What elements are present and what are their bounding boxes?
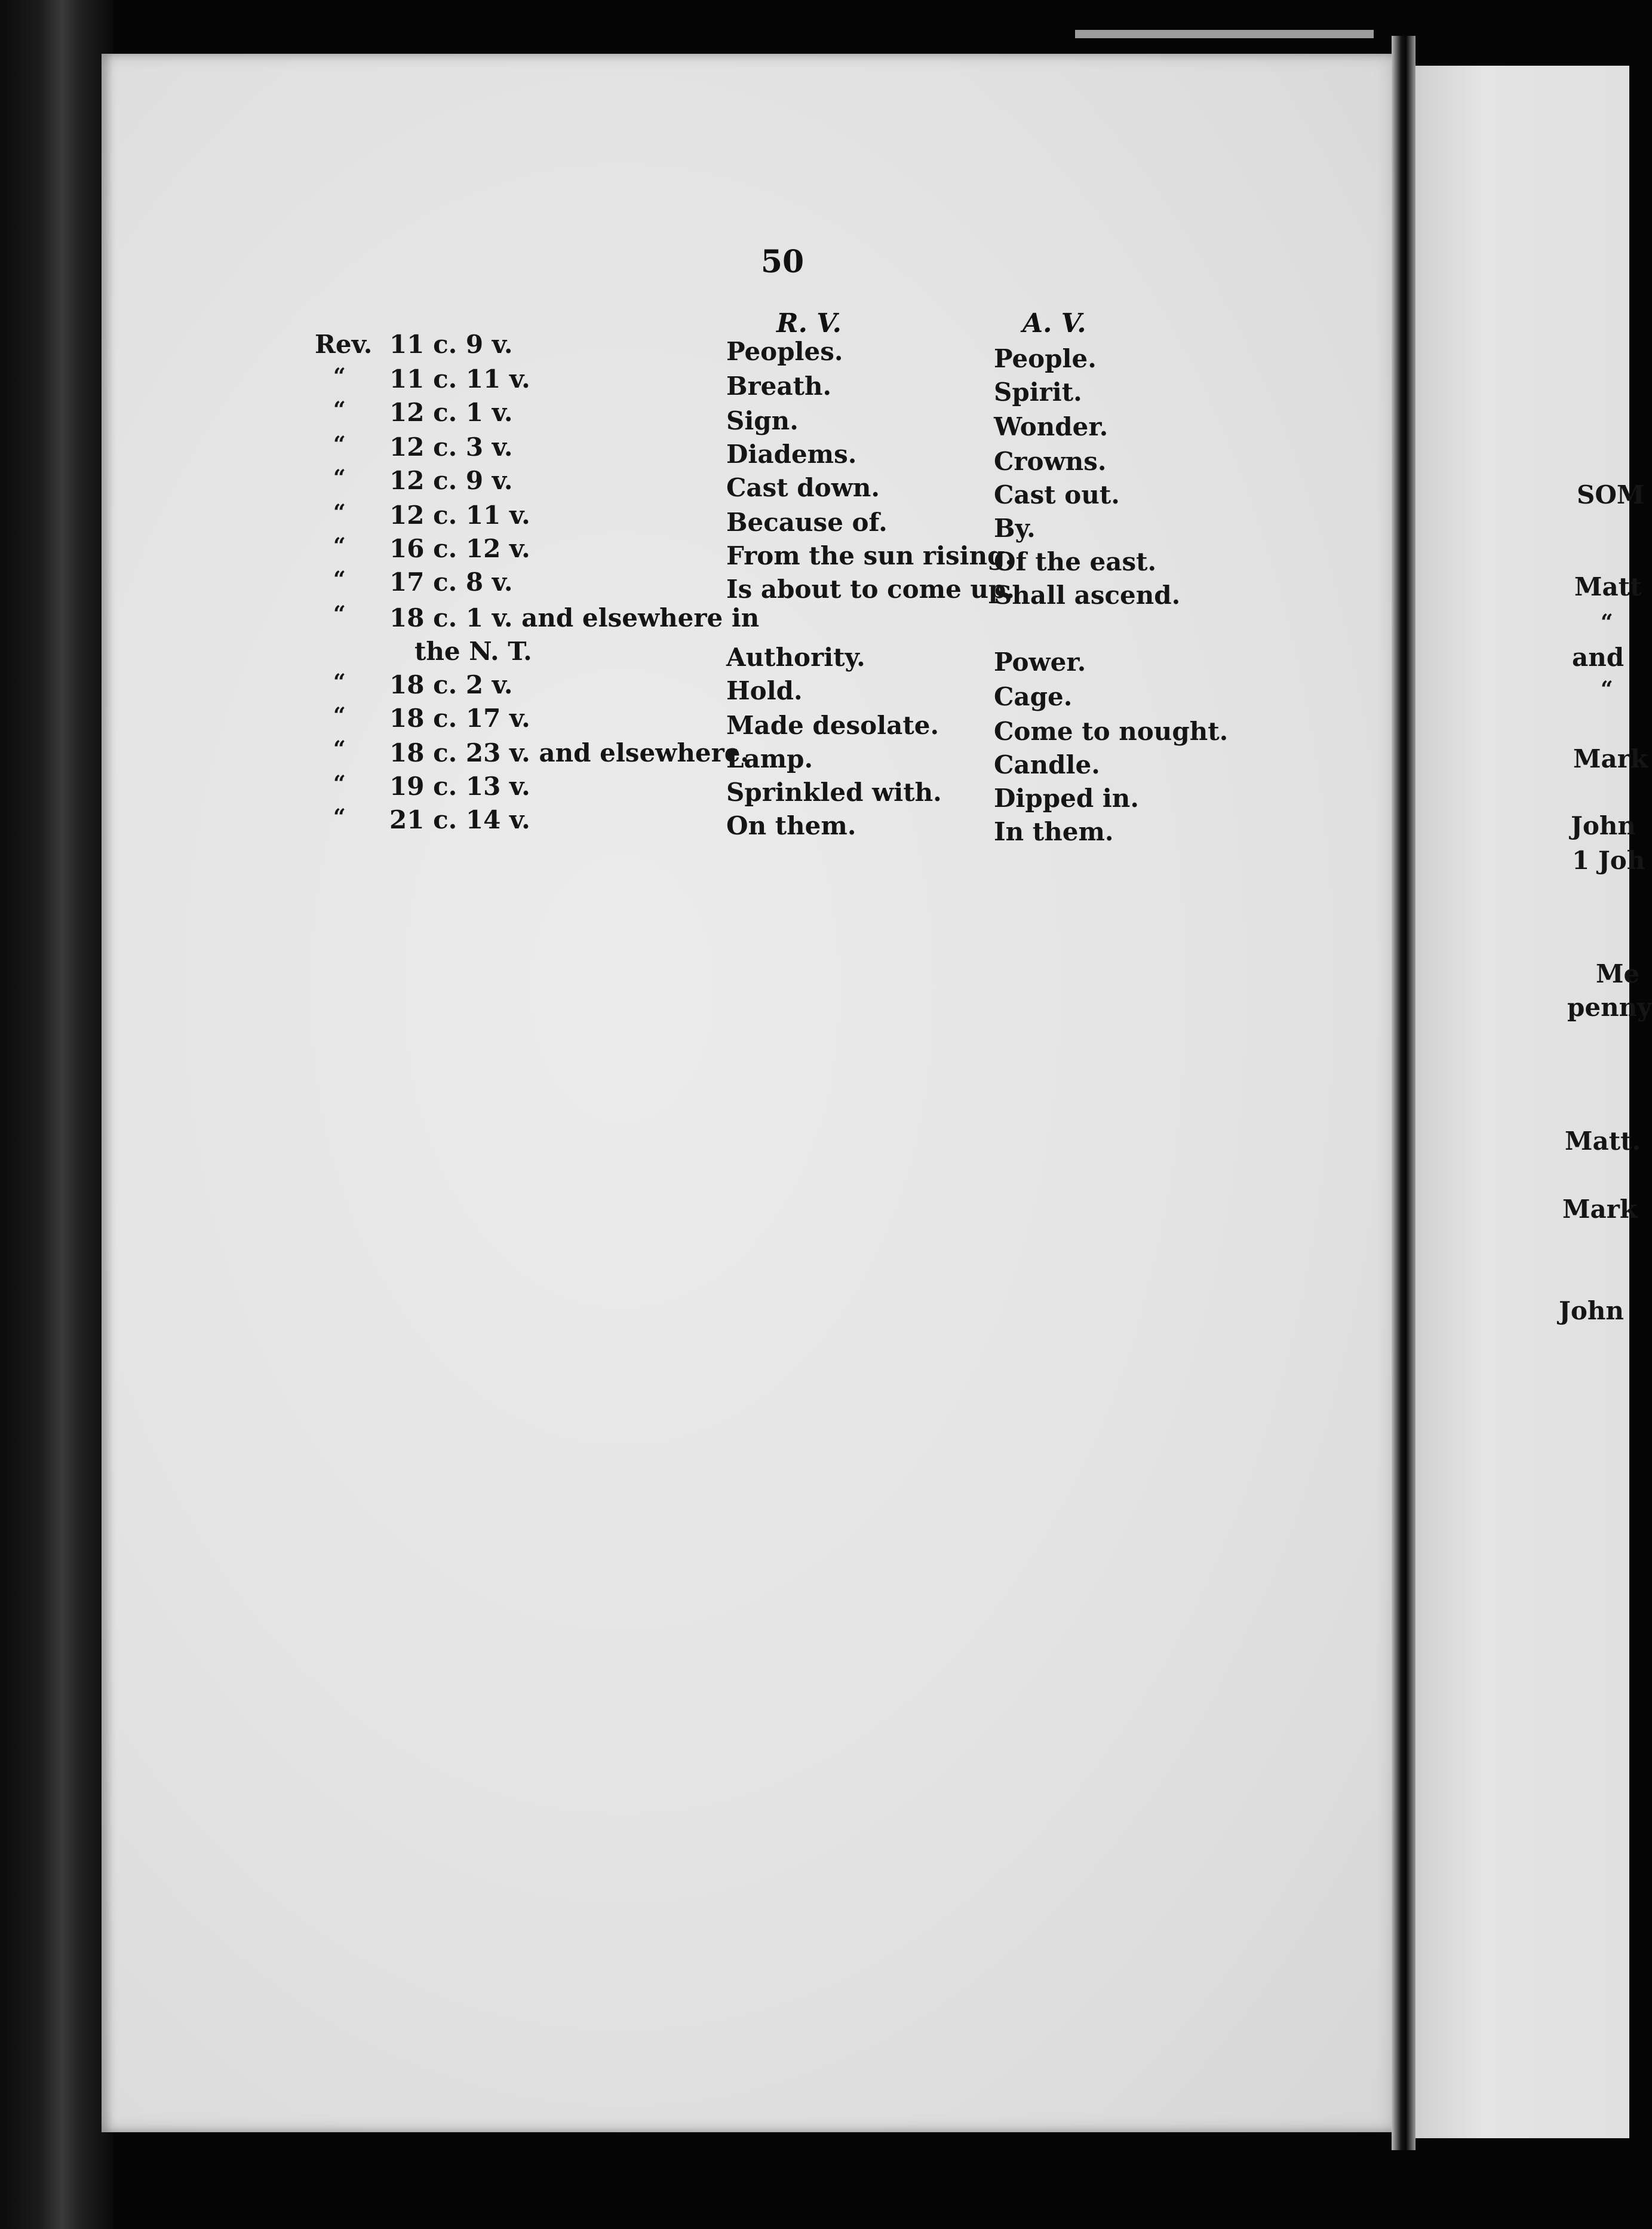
row-rv-text: Diadems. [726,440,857,469]
row-av-text: Crowns. [994,447,1107,476]
page-number: 50 [760,244,804,280]
row-ditto: “ [333,805,346,830]
facing-page-text: Mark [1573,744,1648,773]
row-rv-text: On them. [726,811,856,840]
row-rv-text: Sprinkled with. [726,778,942,807]
row-ditto: “ [333,670,346,695]
row-av-text: Come to nought. [994,717,1229,746]
row-ditto: “ [333,533,346,558]
row-reference: 12 c. 11 v. [389,501,530,530]
row-av-text: Power. [994,647,1086,677]
facing-page-text: John [1559,1296,1624,1325]
row-ditto: “ [333,601,346,627]
facing-page-text: and [1572,643,1625,672]
row-rv-text: Cast down. [726,473,880,502]
row-reference: 18 c. 23 v. and elsewhere. [389,738,750,767]
top-edge-strip [1075,30,1374,38]
row-reference: 12 c. 1 v. [389,398,513,427]
row-reference: 18 c. 2 v. [389,670,513,699]
row-av-text: Dipped in. [994,784,1139,813]
facing-page-text: “ [1601,677,1613,702]
row-rv-text: Is about to come up. [726,575,1015,604]
right-page [1415,66,1629,2138]
row-reference: 18 c. 1 v. and elsewhere in [389,603,760,633]
row-ditto: “ [333,432,346,457]
av-column-heading: A. V. [1022,308,1086,339]
center-fold [1392,36,1415,2150]
row-ditto: “ [333,703,346,728]
rv-column-heading: R. V. [776,308,842,339]
row-rv-text: Because of. [726,508,888,537]
row-ditto: “ [333,500,346,525]
row-ditto: “ [333,771,346,796]
row-reference: 17 c. 8 v. [389,567,513,597]
row-rv-text: From the sun rising. [726,541,1014,570]
row-reference: 11 c. 9 v. [389,330,513,359]
facing-page-text: SOM [1577,480,1645,509]
facing-page-text: Matt. [1565,1126,1641,1156]
row-av-text: Candle. [994,750,1100,779]
row-rv-text: Hold. [726,676,803,705]
facing-page-text: Me [1596,959,1640,988]
row-reference: 11 c. 11 v. [389,364,530,394]
facing-page-text: Mark [1562,1195,1637,1224]
row-book: Rev. [315,330,373,359]
row-ditto: “ [333,736,346,762]
row-rv-text: Made desolate. [726,711,939,740]
row-rv-text: Lamp. [726,744,813,773]
row-reference: 16 c. 12 v. [389,534,530,563]
row-rv-text: Sign. [726,406,799,435]
row-av-text: Cast out. [994,480,1120,509]
row-reference: 19 c. 13 v. [389,772,530,801]
row-av-text: In them. [994,817,1114,846]
facing-page-text: 1 Joh [1572,846,1645,875]
row-av-text: By. [994,514,1036,543]
facing-page-text: John [1571,811,1636,840]
row-av-text: People. [994,344,1097,373]
row-ditto: “ [333,567,346,592]
row-ditto: “ [333,364,346,389]
row-reference: 12 c. 3 v. [389,432,513,462]
row-rv-text: Peoples. [726,337,843,366]
row-rv-text: Authority. [726,643,865,672]
row-av-text: Shall ascend. [994,581,1181,610]
row-reference: 12 c. 9 v. [389,466,513,495]
facing-page-text: “ [1601,610,1613,635]
book-binding [0,0,113,2229]
row-ditto: “ [333,397,346,422]
row-reference: 18 c. 17 v. [389,704,530,733]
row-reference-continued: the N. T. [414,637,532,666]
facing-page-text: penny [1567,993,1652,1022]
row-rv-text: Breath. [726,372,832,401]
row-reference: 21 c. 14 v. [389,805,530,834]
row-ditto: “ [333,465,346,490]
row-av-text: Wonder. [994,412,1109,441]
row-av-text: Of the east. [994,547,1157,576]
row-av-text: Spirit. [994,377,1082,407]
row-av-text: Cage. [994,682,1073,711]
facing-page-text: Matt [1574,572,1642,601]
